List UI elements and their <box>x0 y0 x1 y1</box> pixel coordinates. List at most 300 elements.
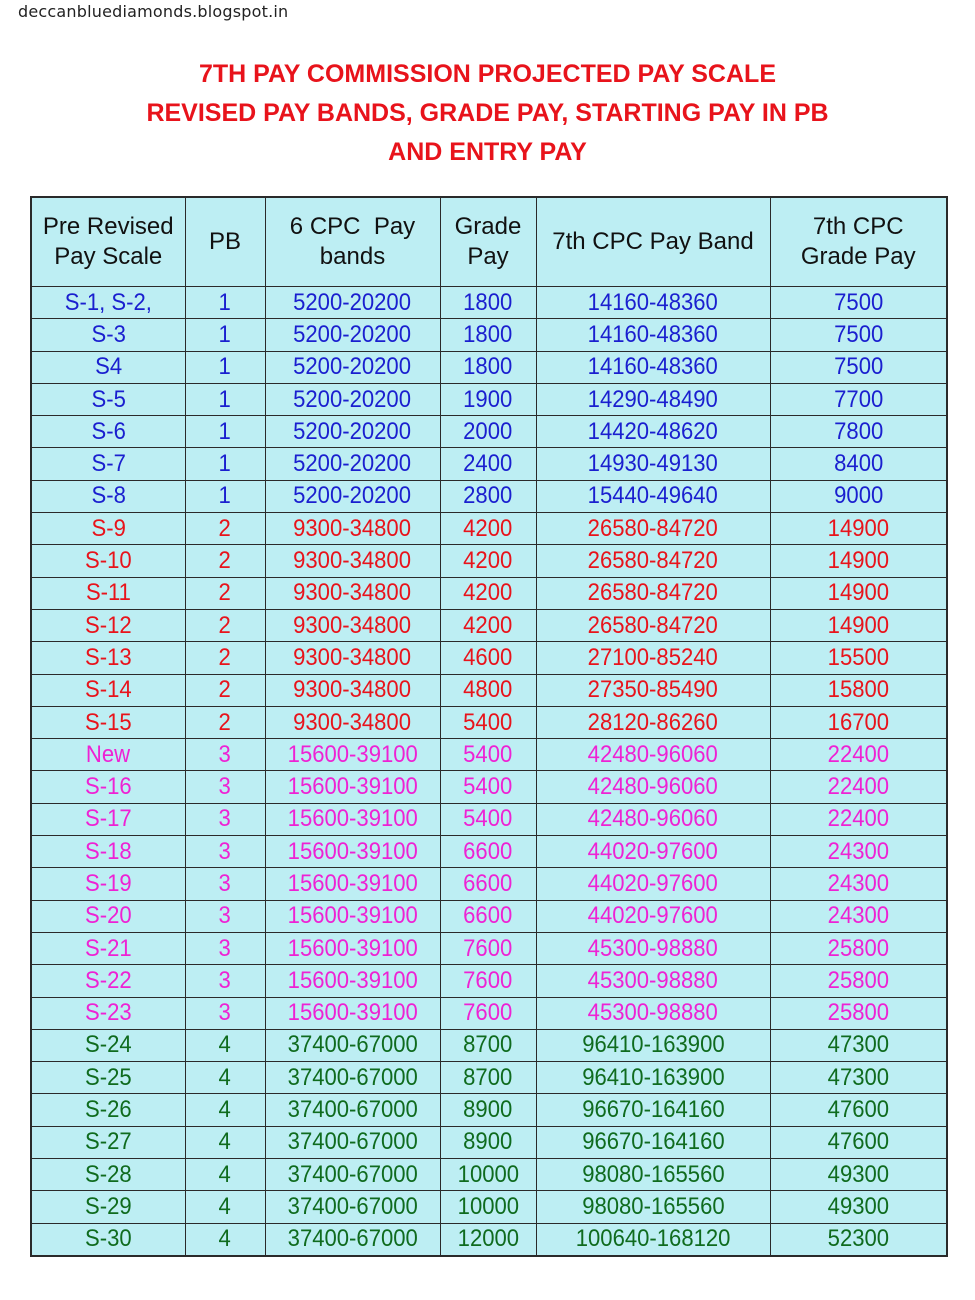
table-row <box>31 448 947 480</box>
cell-text: 47300 <box>827 1031 889 1059</box>
cell-text: 14900 <box>827 547 889 575</box>
cell-6cpc-pay-band <box>265 319 440 351</box>
cell-text: 24300 <box>827 869 889 897</box>
cell-text: 8900 <box>463 1128 513 1156</box>
cell-text: 12000 <box>457 1225 519 1253</box>
header-text: PB <box>208 228 241 255</box>
cell-6cpc-pay-band <box>265 965 440 997</box>
cell-text: 5200-20200 <box>293 482 412 510</box>
table-row <box>31 287 947 319</box>
cell-text: 9300-34800 <box>293 676 412 704</box>
cell-grade-pay <box>440 416 536 448</box>
cell-text: 4 <box>218 1160 232 1188</box>
cell-pb <box>185 480 265 512</box>
cell-grade-pay <box>440 739 536 771</box>
table-row <box>31 706 947 738</box>
cell-grade-pay <box>440 1159 536 1191</box>
cell-text: 1 <box>218 450 232 478</box>
cell-pre-revised-scale <box>31 319 185 351</box>
table-header <box>31 197 947 287</box>
cell-text: S-23 <box>84 999 132 1027</box>
table-row <box>31 1029 947 1061</box>
cell-grade-pay <box>440 803 536 835</box>
cell-text: 2 <box>218 514 232 542</box>
cell-pre-revised-scale <box>31 480 185 512</box>
cell-text: S-12 <box>84 611 132 639</box>
header-text: 7th CPC <box>812 213 904 240</box>
cell-text: 44020-97600 <box>587 869 719 897</box>
cell-pb <box>185 545 265 577</box>
cell-text: 25800 <box>827 999 889 1027</box>
cell-pb <box>185 1029 265 1061</box>
table-row <box>31 997 947 1029</box>
cell-text: S-13 <box>84 643 132 671</box>
cell-text: 2 <box>218 547 232 575</box>
cell-pb <box>185 1223 265 1256</box>
cell-7th-cpc-pay-band <box>536 803 770 835</box>
cell-pb <box>185 1159 265 1191</box>
cell-text: 8400 <box>833 450 883 478</box>
cell-text: S-30 <box>84 1225 132 1253</box>
cell-text: S-7 <box>91 450 126 478</box>
cell-text: 15500 <box>827 643 889 671</box>
cell-7th-cpc-grade-pay <box>770 1094 947 1126</box>
cell-text: 5400 <box>463 740 513 768</box>
cell-text: 37400-67000 <box>287 1160 418 1188</box>
cell-text: 3 <box>218 805 232 833</box>
cell-text: 1 <box>218 288 232 316</box>
cell-text: 9300-34800 <box>293 547 412 575</box>
cell-7th-cpc-grade-pay <box>770 383 947 415</box>
cell-text: S-21 <box>84 934 132 962</box>
cell-7th-cpc-grade-pay <box>770 900 947 932</box>
table-row <box>31 1223 947 1256</box>
cell-grade-pay <box>440 480 536 512</box>
cell-pre-revised-scale <box>31 351 185 383</box>
cell-6cpc-pay-band <box>265 545 440 577</box>
cell-6cpc-pay-band <box>265 383 440 415</box>
cell-text: 27350-85490 <box>587 676 719 704</box>
cell-6cpc-pay-band <box>265 932 440 964</box>
table-row <box>31 1094 947 1126</box>
cell-7th-cpc-pay-band <box>536 287 770 319</box>
cell-7th-cpc-pay-band <box>536 1223 770 1256</box>
cell-text: 14900 <box>827 611 889 639</box>
table-row <box>31 868 947 900</box>
table-row <box>31 545 947 577</box>
cell-7th-cpc-grade-pay <box>770 739 947 771</box>
cell-text: 15600-39100 <box>287 869 418 897</box>
cell-text: S-8 <box>91 482 126 510</box>
cell-text: 3 <box>218 966 232 994</box>
cell-text: 2 <box>218 579 232 607</box>
cell-7th-cpc-grade-pay <box>770 1191 947 1223</box>
cell-pre-revised-scale <box>31 997 185 1029</box>
cell-pb <box>185 739 265 771</box>
cell-text: 2 <box>218 611 232 639</box>
cell-text: 5400 <box>463 773 513 801</box>
cell-6cpc-pay-band <box>265 868 440 900</box>
cell-pre-revised-scale <box>31 448 185 480</box>
cell-grade-pay <box>440 448 536 480</box>
cell-text: 15600-39100 <box>287 805 418 833</box>
cell-text: 4 <box>218 1192 232 1220</box>
cell-6cpc-pay-band <box>265 287 440 319</box>
cell-7th-cpc-grade-pay <box>770 545 947 577</box>
table-row <box>31 739 947 771</box>
cell-text: 4200 <box>463 514 513 542</box>
table-row <box>31 319 947 351</box>
cell-text: 8700 <box>463 1063 513 1091</box>
cell-pb <box>185 868 265 900</box>
cell-7th-cpc-pay-band <box>536 836 770 868</box>
cell-text: 4600 <box>463 643 513 671</box>
cell-7th-cpc-pay-band <box>536 1094 770 1126</box>
cell-text: 26580-84720 <box>587 579 719 607</box>
cell-text: S-25 <box>84 1063 132 1091</box>
table-row <box>31 932 947 964</box>
cell-grade-pay <box>440 642 536 674</box>
cell-6cpc-pay-band <box>265 577 440 609</box>
cell-7th-cpc-pay-band <box>536 965 770 997</box>
header-7th-cpc-pay-band <box>536 197 770 287</box>
cell-6cpc-pay-band <box>265 997 440 1029</box>
cell-6cpc-pay-band <box>265 416 440 448</box>
table-row <box>31 351 947 383</box>
page-title <box>0 55 975 172</box>
table-row <box>31 900 947 932</box>
cell-pre-revised-scale <box>31 965 185 997</box>
cell-text: 3 <box>218 837 232 865</box>
cell-pb <box>185 416 265 448</box>
cell-text: 22400 <box>827 740 889 768</box>
cell-text: S-9 <box>91 514 126 542</box>
cell-text: 26580-84720 <box>587 514 719 542</box>
cell-pb <box>185 706 265 738</box>
cell-7th-cpc-pay-band <box>536 642 770 674</box>
cell-pre-revised-scale <box>31 706 185 738</box>
cell-7th-cpc-pay-band <box>536 900 770 932</box>
cell-6cpc-pay-band <box>265 1159 440 1191</box>
cell-text: 42480-96060 <box>587 740 719 768</box>
cell-text: S-27 <box>84 1128 132 1156</box>
cell-6cpc-pay-band <box>265 1223 440 1256</box>
cell-text: 52300 <box>827 1225 889 1253</box>
table-row <box>31 416 947 448</box>
cell-text: 1900 <box>463 385 513 413</box>
cell-6cpc-pay-band <box>265 771 440 803</box>
cell-7th-cpc-grade-pay <box>770 771 947 803</box>
cell-text: 15600-39100 <box>287 934 418 962</box>
cell-text: S-26 <box>84 1096 132 1124</box>
cell-text: 6600 <box>463 902 513 930</box>
cell-text: 1800 <box>463 320 513 348</box>
cell-7th-cpc-pay-band <box>536 868 770 900</box>
cell-text: 4200 <box>463 611 513 639</box>
cell-text: 14160-48360 <box>587 353 719 381</box>
cell-6cpc-pay-band <box>265 351 440 383</box>
cell-7th-cpc-pay-band <box>536 1029 770 1061</box>
cell-text: 3 <box>218 902 232 930</box>
cell-pb <box>185 771 265 803</box>
table-row <box>31 480 947 512</box>
cell-text: 5200-20200 <box>293 353 412 381</box>
cell-grade-pay <box>440 1223 536 1256</box>
header-7th-cpc-grade-pay <box>770 197 947 287</box>
cell-text: 15440-49640 <box>587 482 719 510</box>
cell-text: 96670-164160 <box>581 1096 725 1124</box>
cell-grade-pay <box>440 1126 536 1158</box>
cell-text: 37400-67000 <box>287 1063 418 1091</box>
cell-text: 3 <box>218 740 232 768</box>
cell-7th-cpc-pay-band <box>536 674 770 706</box>
cell-text: 4 <box>218 1096 232 1124</box>
cell-pb <box>185 1126 265 1158</box>
table-row <box>31 609 947 641</box>
cell-text: 4 <box>218 1225 232 1253</box>
cell-text: 27100-85240 <box>587 643 719 671</box>
cell-text: 96410-163900 <box>581 1063 725 1091</box>
cell-text: 5400 <box>463 708 513 736</box>
cell-7th-cpc-grade-pay <box>770 513 947 545</box>
cell-text: 14290-48490 <box>587 385 719 413</box>
cell-pre-revised-scale <box>31 383 185 415</box>
cell-7th-cpc-pay-band <box>536 1062 770 1094</box>
cell-text: S-18 <box>84 837 132 865</box>
cell-7th-cpc-pay-band <box>536 351 770 383</box>
cell-text: 5200-20200 <box>293 288 412 316</box>
pay-scale-table <box>30 196 948 1257</box>
cell-pb <box>185 351 265 383</box>
cell-text: 16700 <box>827 708 889 736</box>
cell-7th-cpc-pay-band <box>536 1191 770 1223</box>
header-text: bands <box>319 243 386 270</box>
cell-7th-cpc-grade-pay <box>770 997 947 1029</box>
cell-6cpc-pay-band <box>265 674 440 706</box>
cell-grade-pay <box>440 900 536 932</box>
cell-text: 26580-84720 <box>587 547 719 575</box>
cell-grade-pay <box>440 1062 536 1094</box>
cell-text: S-19 <box>84 869 132 897</box>
cell-7th-cpc-pay-band <box>536 706 770 738</box>
cell-text: 45300-98880 <box>587 999 719 1027</box>
cell-grade-pay <box>440 1094 536 1126</box>
cell-7th-cpc-pay-band <box>536 1159 770 1191</box>
cell-text: 14900 <box>827 579 889 607</box>
table-row <box>31 965 947 997</box>
cell-pre-revised-scale <box>31 900 185 932</box>
cell-text: 5200-20200 <box>293 320 412 348</box>
cell-text: 7600 <box>463 966 513 994</box>
cell-6cpc-pay-band <box>265 513 440 545</box>
cell-pb <box>185 836 265 868</box>
cell-pre-revised-scale <box>31 287 185 319</box>
cell-text: 37400-67000 <box>287 1096 418 1124</box>
cell-text: S-16 <box>84 773 132 801</box>
cell-text: 14420-48620 <box>587 417 719 445</box>
cell-7th-cpc-grade-pay <box>770 1062 947 1094</box>
cell-text: 10000 <box>457 1192 519 1220</box>
cell-6cpc-pay-band <box>265 1126 440 1158</box>
cell-grade-pay <box>440 513 536 545</box>
cell-grade-pay <box>440 965 536 997</box>
cell-pb <box>185 1094 265 1126</box>
header-grade-pay <box>440 197 536 287</box>
cell-7th-cpc-pay-band <box>536 577 770 609</box>
cell-6cpc-pay-band <box>265 1094 440 1126</box>
cell-text: 5400 <box>463 805 513 833</box>
cell-text: S-29 <box>84 1192 132 1220</box>
cell-text: 47300 <box>827 1063 889 1091</box>
cell-grade-pay <box>440 1191 536 1223</box>
cell-7th-cpc-grade-pay <box>770 609 947 641</box>
cell-text: 100640-168120 <box>575 1225 731 1253</box>
cell-text: 4 <box>218 1031 232 1059</box>
cell-pre-revised-scale <box>31 1191 185 1223</box>
cell-pb <box>185 609 265 641</box>
cell-7th-cpc-pay-band <box>536 932 770 964</box>
cell-pb <box>185 803 265 835</box>
cell-text: 14160-48360 <box>587 320 719 348</box>
cell-text: S-22 <box>84 966 132 994</box>
cell-text: 49300 <box>827 1160 889 1188</box>
cell-pb <box>185 319 265 351</box>
cell-text: 9300-34800 <box>293 611 412 639</box>
table-row <box>31 1126 947 1158</box>
cell-text: 5200-20200 <box>293 385 412 413</box>
cell-7th-cpc-grade-pay <box>770 1159 947 1191</box>
cell-pb <box>185 513 265 545</box>
cell-grade-pay <box>440 868 536 900</box>
cell-7th-cpc-pay-band <box>536 609 770 641</box>
cell-6cpc-pay-band <box>265 1029 440 1061</box>
header-text: Pre Revised <box>42 213 174 240</box>
cell-text: 7500 <box>833 353 883 381</box>
cell-6cpc-pay-band <box>265 609 440 641</box>
cell-6cpc-pay-band <box>265 642 440 674</box>
cell-grade-pay <box>440 932 536 964</box>
cell-text: 5200-20200 <box>293 450 412 478</box>
header-6cpc-pay-bands <box>265 197 440 287</box>
cell-text: 4200 <box>463 579 513 607</box>
cell-text: 22400 <box>827 773 889 801</box>
cell-7th-cpc-pay-band <box>536 448 770 480</box>
cell-7th-cpc-grade-pay <box>770 577 947 609</box>
cell-pre-revised-scale <box>31 836 185 868</box>
cell-text: 47600 <box>827 1096 889 1124</box>
cell-7th-cpc-pay-band <box>536 545 770 577</box>
cell-pb <box>185 577 265 609</box>
cell-text: 7800 <box>833 417 883 445</box>
cell-text: 15600-39100 <box>287 999 418 1027</box>
cell-7th-cpc-pay-band <box>536 997 770 1029</box>
cell-grade-pay <box>440 674 536 706</box>
cell-text: 9000 <box>833 482 883 510</box>
cell-grade-pay <box>440 706 536 738</box>
cell-7th-cpc-pay-band <box>536 383 770 415</box>
cell-text: 2000 <box>463 417 513 445</box>
cell-text: 9300-34800 <box>293 579 412 607</box>
cell-text: 45300-98880 <box>587 966 719 994</box>
cell-6cpc-pay-band <box>265 1062 440 1094</box>
cell-text: 42480-96060 <box>587 773 719 801</box>
cell-grade-pay <box>440 383 536 415</box>
table-row <box>31 383 947 415</box>
cell-text: 1 <box>218 482 232 510</box>
table-row <box>31 513 947 545</box>
cell-pre-revised-scale <box>31 771 185 803</box>
cell-text: 37400-67000 <box>287 1031 418 1059</box>
table-row <box>31 1159 947 1191</box>
cell-7th-cpc-grade-pay <box>770 351 947 383</box>
cell-grade-pay <box>440 1029 536 1061</box>
table-row <box>31 836 947 868</box>
cell-7th-cpc-pay-band <box>536 480 770 512</box>
cell-text: S-1, S-2, <box>64 288 152 316</box>
cell-grade-pay <box>440 319 536 351</box>
cell-text: 2 <box>218 708 232 736</box>
cell-pre-revised-scale <box>31 416 185 448</box>
cell-text: S-10 <box>84 547 132 575</box>
header-text: Grade Pay <box>800 243 916 270</box>
cell-pre-revised-scale <box>31 739 185 771</box>
header-row <box>31 197 947 287</box>
cell-text: 3 <box>218 869 232 897</box>
cell-7th-cpc-grade-pay <box>770 1029 947 1061</box>
cell-pre-revised-scale <box>31 545 185 577</box>
cell-6cpc-pay-band <box>265 448 440 480</box>
cell-text: 98080-165560 <box>581 1160 725 1188</box>
cell-text: 1800 <box>463 353 513 381</box>
cell-6cpc-pay-band <box>265 480 440 512</box>
table-row <box>31 1062 947 1094</box>
table-body <box>31 287 947 1256</box>
title-line-1: 7TH PAY COMMISSION PROJECTED PAY SCALE <box>199 60 776 88</box>
cell-text: 24300 <box>827 837 889 865</box>
cell-text: 7600 <box>463 999 513 1027</box>
cell-text: 9300-34800 <box>293 514 412 542</box>
cell-7th-cpc-grade-pay <box>770 706 947 738</box>
site-url: deccanbluediamonds.blogspot.in <box>18 2 289 21</box>
cell-grade-pay <box>440 351 536 383</box>
cell-pre-revised-scale <box>31 577 185 609</box>
cell-text: 22400 <box>827 805 889 833</box>
cell-text: 37400-67000 <box>287 1192 418 1220</box>
cell-6cpc-pay-band <box>265 1191 440 1223</box>
title-line-2: REVISED PAY BANDS, GRADE PAY, STARTING PAY IN PB <box>146 99 829 127</box>
cell-text: 96670-164160 <box>581 1128 725 1156</box>
cell-7th-cpc-pay-band <box>536 513 770 545</box>
cell-text: 8900 <box>463 1096 513 1124</box>
cell-7th-cpc-pay-band <box>536 1126 770 1158</box>
cell-text: 15600-39100 <box>287 902 418 930</box>
cell-text: 28120-86260 <box>587 708 719 736</box>
cell-grade-pay <box>440 609 536 641</box>
cell-pb <box>185 1191 265 1223</box>
cell-text: S-3 <box>91 320 126 348</box>
cell-text: 9300-34800 <box>293 708 412 736</box>
cell-text: 42480-96060 <box>587 805 719 833</box>
cell-7th-cpc-pay-band <box>536 319 770 351</box>
cell-text: 26580-84720 <box>587 611 719 639</box>
cell-pre-revised-scale <box>31 1126 185 1158</box>
cell-7th-cpc-grade-pay <box>770 319 947 351</box>
cell-7th-cpc-grade-pay <box>770 480 947 512</box>
cell-6cpc-pay-band <box>265 836 440 868</box>
table-row <box>31 642 947 674</box>
cell-text: 49300 <box>827 1192 889 1220</box>
cell-text: 7700 <box>833 385 883 413</box>
